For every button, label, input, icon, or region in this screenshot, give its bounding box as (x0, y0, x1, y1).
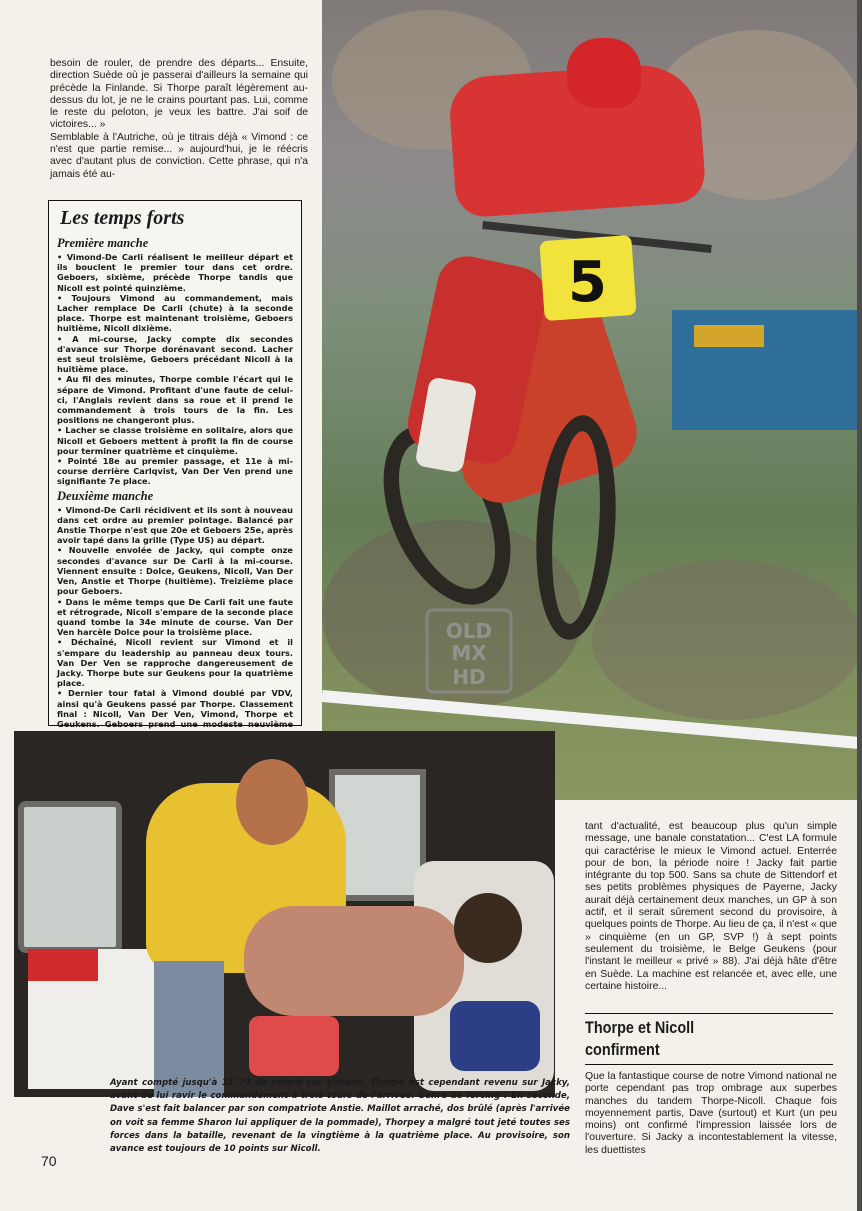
woman-head (236, 759, 308, 845)
rider-back (244, 906, 464, 1016)
section-heading-line: confirment (585, 1040, 660, 1059)
svg-text:OLD: OLD (445, 619, 493, 643)
first-heat-item: • A mi-course, Jacky compte dix secondes d'avance sur Thorpe dorénavant second. Lacher est seul troisième, Geboers précédant Nicoll à la huitième place. (57, 333, 293, 375)
rider-helmet (567, 38, 641, 108)
second-heat-item: • Vimond-De Carli récidivent et ils sont à nouveau dans cet ordre au premier pointage. Balancé par Anstie Thorpe n'est que 20e et Geboers 25e, après avoir tapé dans la grille (Type US) au départ. (57, 504, 293, 546)
highlights-box (48, 200, 302, 729)
highlights-title: Les temps forts (60, 207, 185, 229)
section-heading-line: Thorpe et Nicoll (585, 1018, 695, 1037)
first-heat-item: • Pointé 18e au premier passage, et 11e à mi-course derrière Carlqvist, Van Der Ven prend une signifiante 7e place. (57, 456, 293, 487)
svg-text:HD: HD (452, 665, 486, 689)
first-heat-heading: Première manche (57, 236, 149, 250)
rider-shorts (249, 1016, 339, 1076)
first-heat-item: • Lacher se classe troisième en solitaire, alors que Nicoll et Geboers mettent à profit la fin de course pour terminer quatrième et cinquième. (57, 425, 293, 456)
intro-paragraph: Semblable à l'Autriche, où je titrais déjà « Vimond : ce n'est que partie remise... » aujourd'hui, je le réécris avec d'autant plus de conviction. Cette phrase, qui n'a jamais été au- (50, 131, 308, 180)
first-heat-item: • Vimond-De Carli réalisent le meilleur départ et ils bouclent le premier tour dans cet ordre. Geboers, sixième, précède Thorpe tandis que Nicoll est pointé quinzième. (57, 252, 293, 293)
intro-paragraph: besoin de rouler, de prendre des départs... Ensuite, direction Suède où je passerai d'ailleurs la semaine qui précède la Finlande. Si Thorpe paraît légèrement au-dessus du lot, je ne le crains pourtant pas. Lui, comme le reste du peloton, je veux les battre. J'ai soif de victoires... » (50, 58, 308, 131)
section-heading (585, 1013, 833, 1065)
watermark-logo (425, 608, 513, 694)
tent-sign (694, 325, 764, 347)
intro-text (50, 58, 308, 181)
photo-caption: Ayant compté jusqu'à 15''74 de retard sur Vimond, Thorpe est cependant revenu sur Jacky, avant de lui ravir le commandement à trois tours de l'arrivée. Genre de forcing ! En seconde, Dave s'est fait balancer par son compatriote Anstie. Maillot arraché, dos brûlé (après l'arrivée on voit sa femme Sharon lui appliquer de la pommade), Thorpey a malgré tout jeté toutes ses forces dans la bataille, revenant de la vingtième à la quatrième place. Au provisoire, son avance est toujours de 10 points sur Nicoll. (110, 1078, 570, 1155)
crowd-shape (592, 560, 857, 720)
second-heat-heading: Deuxième manche (57, 488, 154, 503)
right-paragraph: Que la fantastique course de notre Vimond national ne porte cependant pas trop ombrage aux superbes manches du tandem Thorpe-Nicoll. Chaque fois moyennement partis, Dave (surtout) et Kurt (un peu moins) ont confirmé l'impression laissée lors de l'ouverture. Si Jacky a incontestablement la vitesse, les duettistes (585, 1071, 837, 1156)
blue-bag (450, 1001, 540, 1071)
right-column-text-2 (585, 1071, 837, 1157)
first-heat-item: • Toujours Vimond au commandement, mais Lacher remplace De Carli (chute) à la seconde place. Thorpe est maintenant troisième, Geboers huitième, Nicoll dixième. (57, 292, 293, 334)
van-interior-photo (14, 731, 555, 1097)
plate-number: 5 (568, 250, 607, 315)
page-number: 70 (41, 1153, 57, 1169)
svg-text:MX: MX (451, 641, 487, 665)
right-column-text (585, 821, 837, 993)
second-heat-item: • Déchaîné, Nicoll revient sur Vimond et il s'empare du leadership au panneau deux tours. Van Der Ven se rapproche dangereusement de Jacky. Thorpe bute sur Geukens pour la quatrième place. (57, 637, 293, 689)
jacket-stripe (28, 949, 98, 981)
page-edge (857, 0, 862, 1211)
motocross-jump-photo (322, 0, 857, 800)
right-paragraph: tant d'actualité, est beaucoup plus qu'un simple message, une banale constatation... C'est LA formule qui caractérise le mieux le Vimond actuel. Enterrée pour de bon, la période noire ! Jacky fait partie intégrante du top 500. Sans sa chute de Sittendorf et ses petits problèmes physiques de Payerne, Jacky aurait déjà certainement deux manches, un GP à son actif, et il serait sûrement second du provisoire, à quelques points de Thorpe. Au lieu de ça, il n'est « que » cinquième (en un GP, SVP !) à sept points seulement du troisième, le Belge Geukens (pour l'instant le meilleur « privé » 88). J'ai déjà hâte d'être en Suède. La machine est relancée et, avec elle, une certaine histoire... (585, 821, 837, 992)
rider-head (454, 893, 522, 963)
second-heat-item: • Dans le même temps que De Carli fait une faute et rétrograde, Nicoll s'empare de la seconde place quand tombe la 34e minute de course. Van Der Ven harcèle Dolce pour la troisième place. (57, 596, 293, 638)
second-heat-item: • Nouvelle envolée de Jacky, qui compte onze secondes d'avance sur De Carli à la mi-course. Viennent ensuite : Dolce, Geukens, Nicoll, Van Der Ven, Anstie et Thorpe (huitième). Treizième place pour Geboers. (57, 545, 293, 597)
first-heat-item: • Au fil des minutes, Thorpe comble l'écart qui le sépare de Vimond. Profitant d'une faute de celui-ci, l'Anglais revient dans sa roue et il prend le commandement à trois tours de la fin. Les positions ne changeront plus. (57, 374, 293, 426)
van-window (18, 801, 122, 953)
second-heat-item: • Dernier tour fatal à Vimond doublé par VDV, ainsi qu'à Geukens passé par Thorpe. Classement final : Nicoll, Van Der Ven, Vimond, Thorpe et Geukens. Geboers prend une modeste neuvième (57, 688, 293, 729)
